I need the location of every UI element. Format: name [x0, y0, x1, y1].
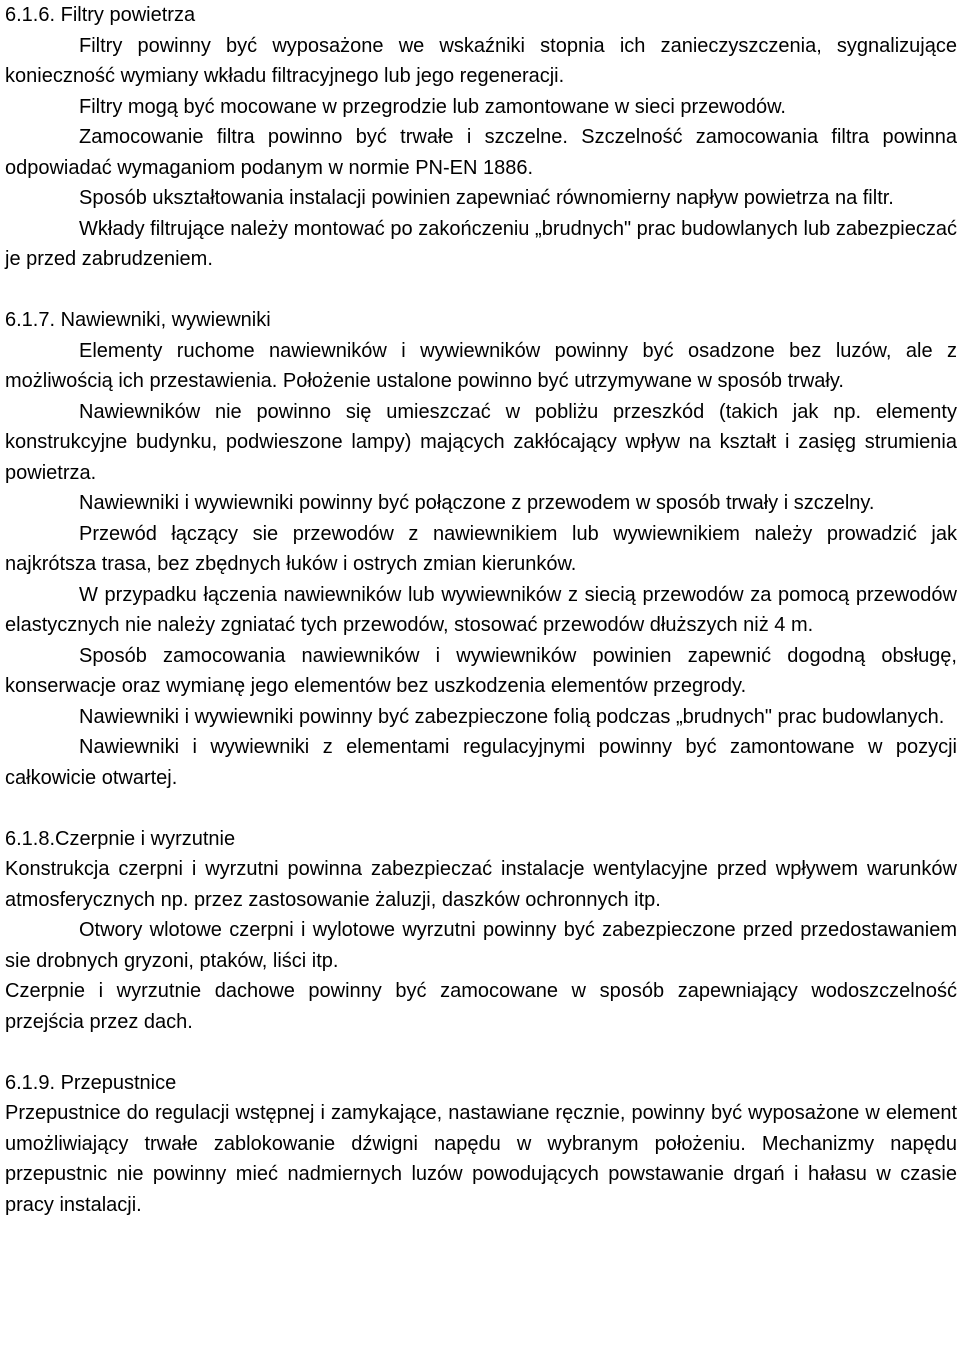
paragraph: Przewód łączący sie przewodów z nawiewnikiem lub wywiewnikiem należy prowadzić jak najkrótsza trasa, bez zbędnych łuków i ostrych zmian kierunków.	[5, 522, 957, 575]
section-heading: 6.1.9. Przepustnice	[5, 1071, 177, 1094]
paragraph: Konstrukcja czerpni i wyrzutni powinna zabezpieczać instalacje wentylacyjne przed wpływem warunków atmosferycznych np. przez zastosowanie żaluzji, daszków ochronnych itp.	[5, 858, 957, 911]
paragraph: Wkłady filtrujące należy montować po zakończeniu „brudnych" prac budowlanych lub zabezpieczać je przed zabrudzeniem.	[5, 217, 957, 270]
paragraph: Zamocowanie filtra powinno być trwałe i szczelne. Szczelność zamocowania filtra powinna odpowiadać wymaganiom podanym w normie PN-EN 1886.	[5, 126, 957, 179]
paragraph: Elementy ruchome nawiewników i wywiewników powinny być osadzone bez luzów, ale z możliwością ich przestawienia. Położenie ustalone powinno być utrzymywane w sposób trwały.	[5, 339, 957, 392]
paragraph: W przypadku łączenia nawiewników lub wywiewników z siecią przewodów za pomocą przewodów elastycznych nie należy zgniatać tych przewodów, stosować przewodów dłuższych niż 4 m.	[5, 583, 957, 636]
paragraph: Przepustnice do regulacji wstępnej i zamykające, nastawiane ręcznie, powinny być wyposażone w element umożliwiający trwałe zablokowanie dźwigni napędu w wybranym położeniu. Mechanizmy napędu przepustnic nie powinny mieć nadmiernych luzów powodujących powstawanie drgań i hałasu w czasie pracy instalacji.	[5, 1102, 957, 1216]
section-heading: 6.1.6. Filtry powietrza	[5, 4, 196, 26]
section-czerpnie-wyrzutnie	[5, 824, 957, 1038]
section-spacer	[5, 793, 957, 824]
paragraph: Nawiewniki i wywiewniki z elementami regulacyjnymi powinny być zamontowane w pozycji całkowicie otwartej.	[5, 736, 957, 789]
paragraph: Nawiewniki i wywiewniki powinny być połączone z przewodem w sposób trwały i szczelny.	[79, 492, 875, 514]
section-filtry-powietrza	[5, 0, 957, 275]
section-heading: 6.1.7. Nawiewniki, wywiewniki	[5, 309, 271, 331]
paragraph: Otwory wlotowe czerpni i wylotowe wyrzutni powinny być zabezpieczone przed przedostawaniem sie drobnych gryzoni, ptaków, liści itp.	[5, 919, 957, 972]
paragraph: Sposób zamocowania nawiewników i wywiewników powinien zapewnić dogodną obsługę, konserwacje oraz wymianę jego elementów bez uszkodzenia elementów przegrody.	[5, 644, 957, 697]
paragraph: Czerpnie i wyrzutnie dachowe powinny być zamocowane w sposób zapewniający wodoszczelność przejścia przez dach.	[5, 980, 957, 1033]
section-spacer	[5, 275, 957, 306]
section-przepustnice	[5, 1068, 957, 1221]
paragraph: Nawiewniki i wywiewniki powinny być zabezpieczone folią podczas „brudnych" prac budowlanych.	[79, 705, 945, 728]
paragraph: Sposób ukształtowania instalacji powinien zapewniać równomierny napływ powietrza na filtr.	[79, 187, 894, 209]
section-nawiewniki-wywiewniki	[5, 305, 957, 793]
section-spacer	[5, 1037, 957, 1068]
paragraph: Filtry mogą być mocowane w przegrodzie lub zamontowane w sieci przewodów.	[79, 95, 786, 118]
document-page	[5, 0, 957, 1220]
section-heading: 6.1.8.Czerpnie i wyrzutnie	[5, 827, 236, 850]
paragraph: Filtry powinny być wyposażone we wskaźniki stopnia ich zanieczyszczenia, sygnalizujące konieczność wymiany wkładu filtracyjnego lub jego regeneracji.	[5, 34, 957, 87]
paragraph: Nawiewników nie powinno się umieszczać w pobliżu przeszkód (takich jak np. elementy konstrukcyjne budynku, podwieszone lampy) mających zakłócający wpływ na kształt i zasięg strumienia powietrza.	[5, 400, 957, 484]
